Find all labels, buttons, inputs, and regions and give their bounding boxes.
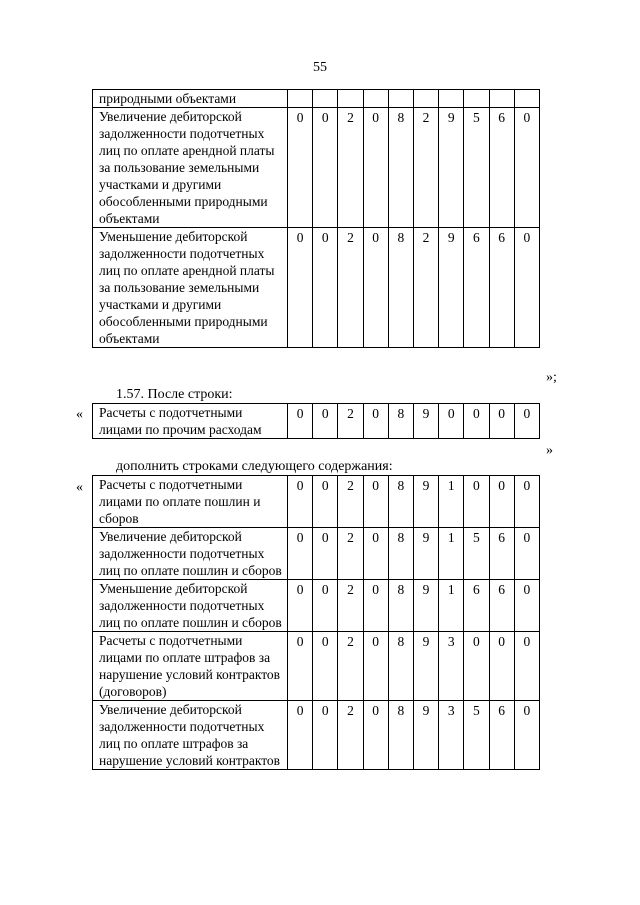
code-digit-cell: 0 xyxy=(514,476,539,528)
code-digit-cell: 0 xyxy=(363,476,388,528)
code-digit-cell: 0 xyxy=(464,476,489,528)
code-digit-cell xyxy=(489,90,514,108)
code-digit-cell: 5 xyxy=(464,108,489,228)
code-digit-cell: 0 xyxy=(464,632,489,701)
code-digit-cell: 0 xyxy=(363,228,388,348)
table-row xyxy=(93,580,540,632)
account-name-cell: Увеличение дебиторской задолженности подотчетных лиц по оплате пошлин и сборов xyxy=(93,528,288,580)
code-digit-cell: 2 xyxy=(338,632,363,701)
table-row xyxy=(93,632,540,701)
code-digit-cell: 9 xyxy=(413,701,438,770)
code-digit-cell: 0 xyxy=(464,404,489,439)
account-name-cell: Расчеты с подотчетными лицами по прочим расходам xyxy=(93,404,288,439)
code-digit-cell: 0 xyxy=(288,528,313,580)
table-row xyxy=(93,108,540,228)
code-digit-cell: 0 xyxy=(363,701,388,770)
code-digit-cell xyxy=(439,90,464,108)
code-digit-cell: 0 xyxy=(313,580,338,632)
code-digit-cell xyxy=(413,90,438,108)
code-digit-cell xyxy=(514,90,539,108)
code-digit-cell: 0 xyxy=(514,108,539,228)
code-digit-cell: 8 xyxy=(388,632,413,701)
code-table-new-rows xyxy=(92,475,540,770)
code-digit-cell: 0 xyxy=(288,701,313,770)
closing-quote-semicolon: »; xyxy=(546,370,557,385)
table-row xyxy=(93,528,540,580)
code-digit-cell: 8 xyxy=(388,528,413,580)
code-digit-cell: 0 xyxy=(363,528,388,580)
code-digit-cell: 3 xyxy=(439,701,464,770)
code-digit-cell: 0 xyxy=(489,404,514,439)
code-digit-cell: 2 xyxy=(338,580,363,632)
code-digit-cell: 6 xyxy=(489,228,514,348)
code-digit-cell xyxy=(288,90,313,108)
page-number: 55 xyxy=(313,60,327,75)
code-digit-cell: 9 xyxy=(413,528,438,580)
code-digit-cell: 6 xyxy=(489,108,514,228)
code-digit-cell: 1 xyxy=(439,528,464,580)
code-digit-cell: 0 xyxy=(363,108,388,228)
code-digit-cell: 0 xyxy=(313,228,338,348)
opening-quote: « xyxy=(76,407,83,422)
opening-quote: « xyxy=(76,480,83,495)
code-digit-cell: 6 xyxy=(489,528,514,580)
code-digit-cell: 0 xyxy=(363,404,388,439)
code-digit-cell: 0 xyxy=(313,632,338,701)
account-name-cell: Увеличение дебиторской задолженности подотчетных лиц по оплате арендной платы за пользование земельными участками и другими обособленными природными объектами xyxy=(93,108,288,228)
code-digit-cell xyxy=(388,90,413,108)
code-digit-cell: 0 xyxy=(288,228,313,348)
code-digit-cell: 3 xyxy=(439,632,464,701)
code-digit-cell: 0 xyxy=(363,580,388,632)
code-digit-cell: 2 xyxy=(413,228,438,348)
code-digit-cell xyxy=(313,90,338,108)
code-digit-cell: 1 xyxy=(439,580,464,632)
code-digit-cell: 8 xyxy=(388,108,413,228)
code-digit-cell: 0 xyxy=(514,580,539,632)
account-name-cell: природными объектами xyxy=(93,90,288,108)
code-digit-cell: 0 xyxy=(514,528,539,580)
code-digit-cell: 0 xyxy=(514,228,539,348)
code-digit-cell: 0 xyxy=(514,404,539,439)
code-digit-cell: 0 xyxy=(363,632,388,701)
code-digit-cell: 0 xyxy=(288,108,313,228)
code-digit-cell: 6 xyxy=(464,228,489,348)
account-name-cell: Уменьшение дебиторской задолженности подотчетных лиц по оплате пошлин и сборов xyxy=(93,580,288,632)
code-digit-cell: 9 xyxy=(413,632,438,701)
account-name-cell: Расчеты с подотчетными лицами по оплате штрафов за нарушение условий контрактов (договоров) xyxy=(93,632,288,701)
code-digit-cell: 0 xyxy=(313,528,338,580)
code-digit-cell: 8 xyxy=(388,580,413,632)
table-row xyxy=(93,701,540,770)
code-digit-cell: 9 xyxy=(439,228,464,348)
code-digit-cell: 0 xyxy=(288,476,313,528)
item-heading: 1.57. После строки: xyxy=(116,387,233,402)
code-digit-cell: 8 xyxy=(388,404,413,439)
code-table-continuation xyxy=(92,89,540,348)
code-digit-cell: 0 xyxy=(514,701,539,770)
code-digit-cell: 1 xyxy=(439,476,464,528)
code-table-reference-row xyxy=(92,403,540,439)
code-digit-cell: 2 xyxy=(338,476,363,528)
code-digit-cell: 0 xyxy=(313,701,338,770)
code-digit-cell: 0 xyxy=(313,108,338,228)
closing-quote: » xyxy=(546,443,553,458)
code-digit-cell: 8 xyxy=(388,701,413,770)
code-digit-cell: 9 xyxy=(439,108,464,228)
code-digit-cell: 6 xyxy=(464,580,489,632)
code-digit-cell: 6 xyxy=(489,580,514,632)
code-digit-cell: 0 xyxy=(514,632,539,701)
code-digit-cell: 2 xyxy=(338,701,363,770)
code-digit-cell: 0 xyxy=(489,632,514,701)
table-row xyxy=(93,228,540,348)
code-digit-cell: 0 xyxy=(489,476,514,528)
code-digit-cell: 8 xyxy=(388,476,413,528)
table-row xyxy=(93,476,540,528)
code-digit-cell: 6 xyxy=(489,701,514,770)
code-digit-cell: 2 xyxy=(338,228,363,348)
code-digit-cell xyxy=(338,90,363,108)
code-digit-cell: 2 xyxy=(338,528,363,580)
code-digit-cell: 5 xyxy=(464,701,489,770)
table-row xyxy=(93,404,540,439)
account-name-cell: Расчеты с подотчетными лицами по оплате пошлин и сборов xyxy=(93,476,288,528)
code-digit-cell: 0 xyxy=(288,404,313,439)
code-digit-cell: 2 xyxy=(338,108,363,228)
code-digit-cell: 2 xyxy=(413,108,438,228)
code-digit-cell: 0 xyxy=(439,404,464,439)
code-digit-cell: 5 xyxy=(464,528,489,580)
code-digit-cell: 9 xyxy=(413,476,438,528)
code-digit-cell: 9 xyxy=(413,404,438,439)
code-digit-cell: 0 xyxy=(288,632,313,701)
account-name-cell: Уменьшение дебиторской задолженности подотчетных лиц по оплате арендной платы за пользование земельными участками и другими обособленными природными объектами xyxy=(93,228,288,348)
account-name-cell: Увеличение дебиторской задолженности подотчетных лиц по оплате штрафов за нарушение условий контрактов xyxy=(93,701,288,770)
code-digit-cell: 0 xyxy=(288,580,313,632)
supplement-text: дополнить строками следующего содержания: xyxy=(116,459,393,474)
code-digit-cell: 2 xyxy=(338,404,363,439)
code-digit-cell: 9 xyxy=(413,580,438,632)
code-digit-cell: 0 xyxy=(313,404,338,439)
code-digit-cell xyxy=(464,90,489,108)
code-digit-cell: 0 xyxy=(313,476,338,528)
table-row xyxy=(93,90,540,108)
code-digit-cell: 8 xyxy=(388,228,413,348)
code-digit-cell xyxy=(363,90,388,108)
